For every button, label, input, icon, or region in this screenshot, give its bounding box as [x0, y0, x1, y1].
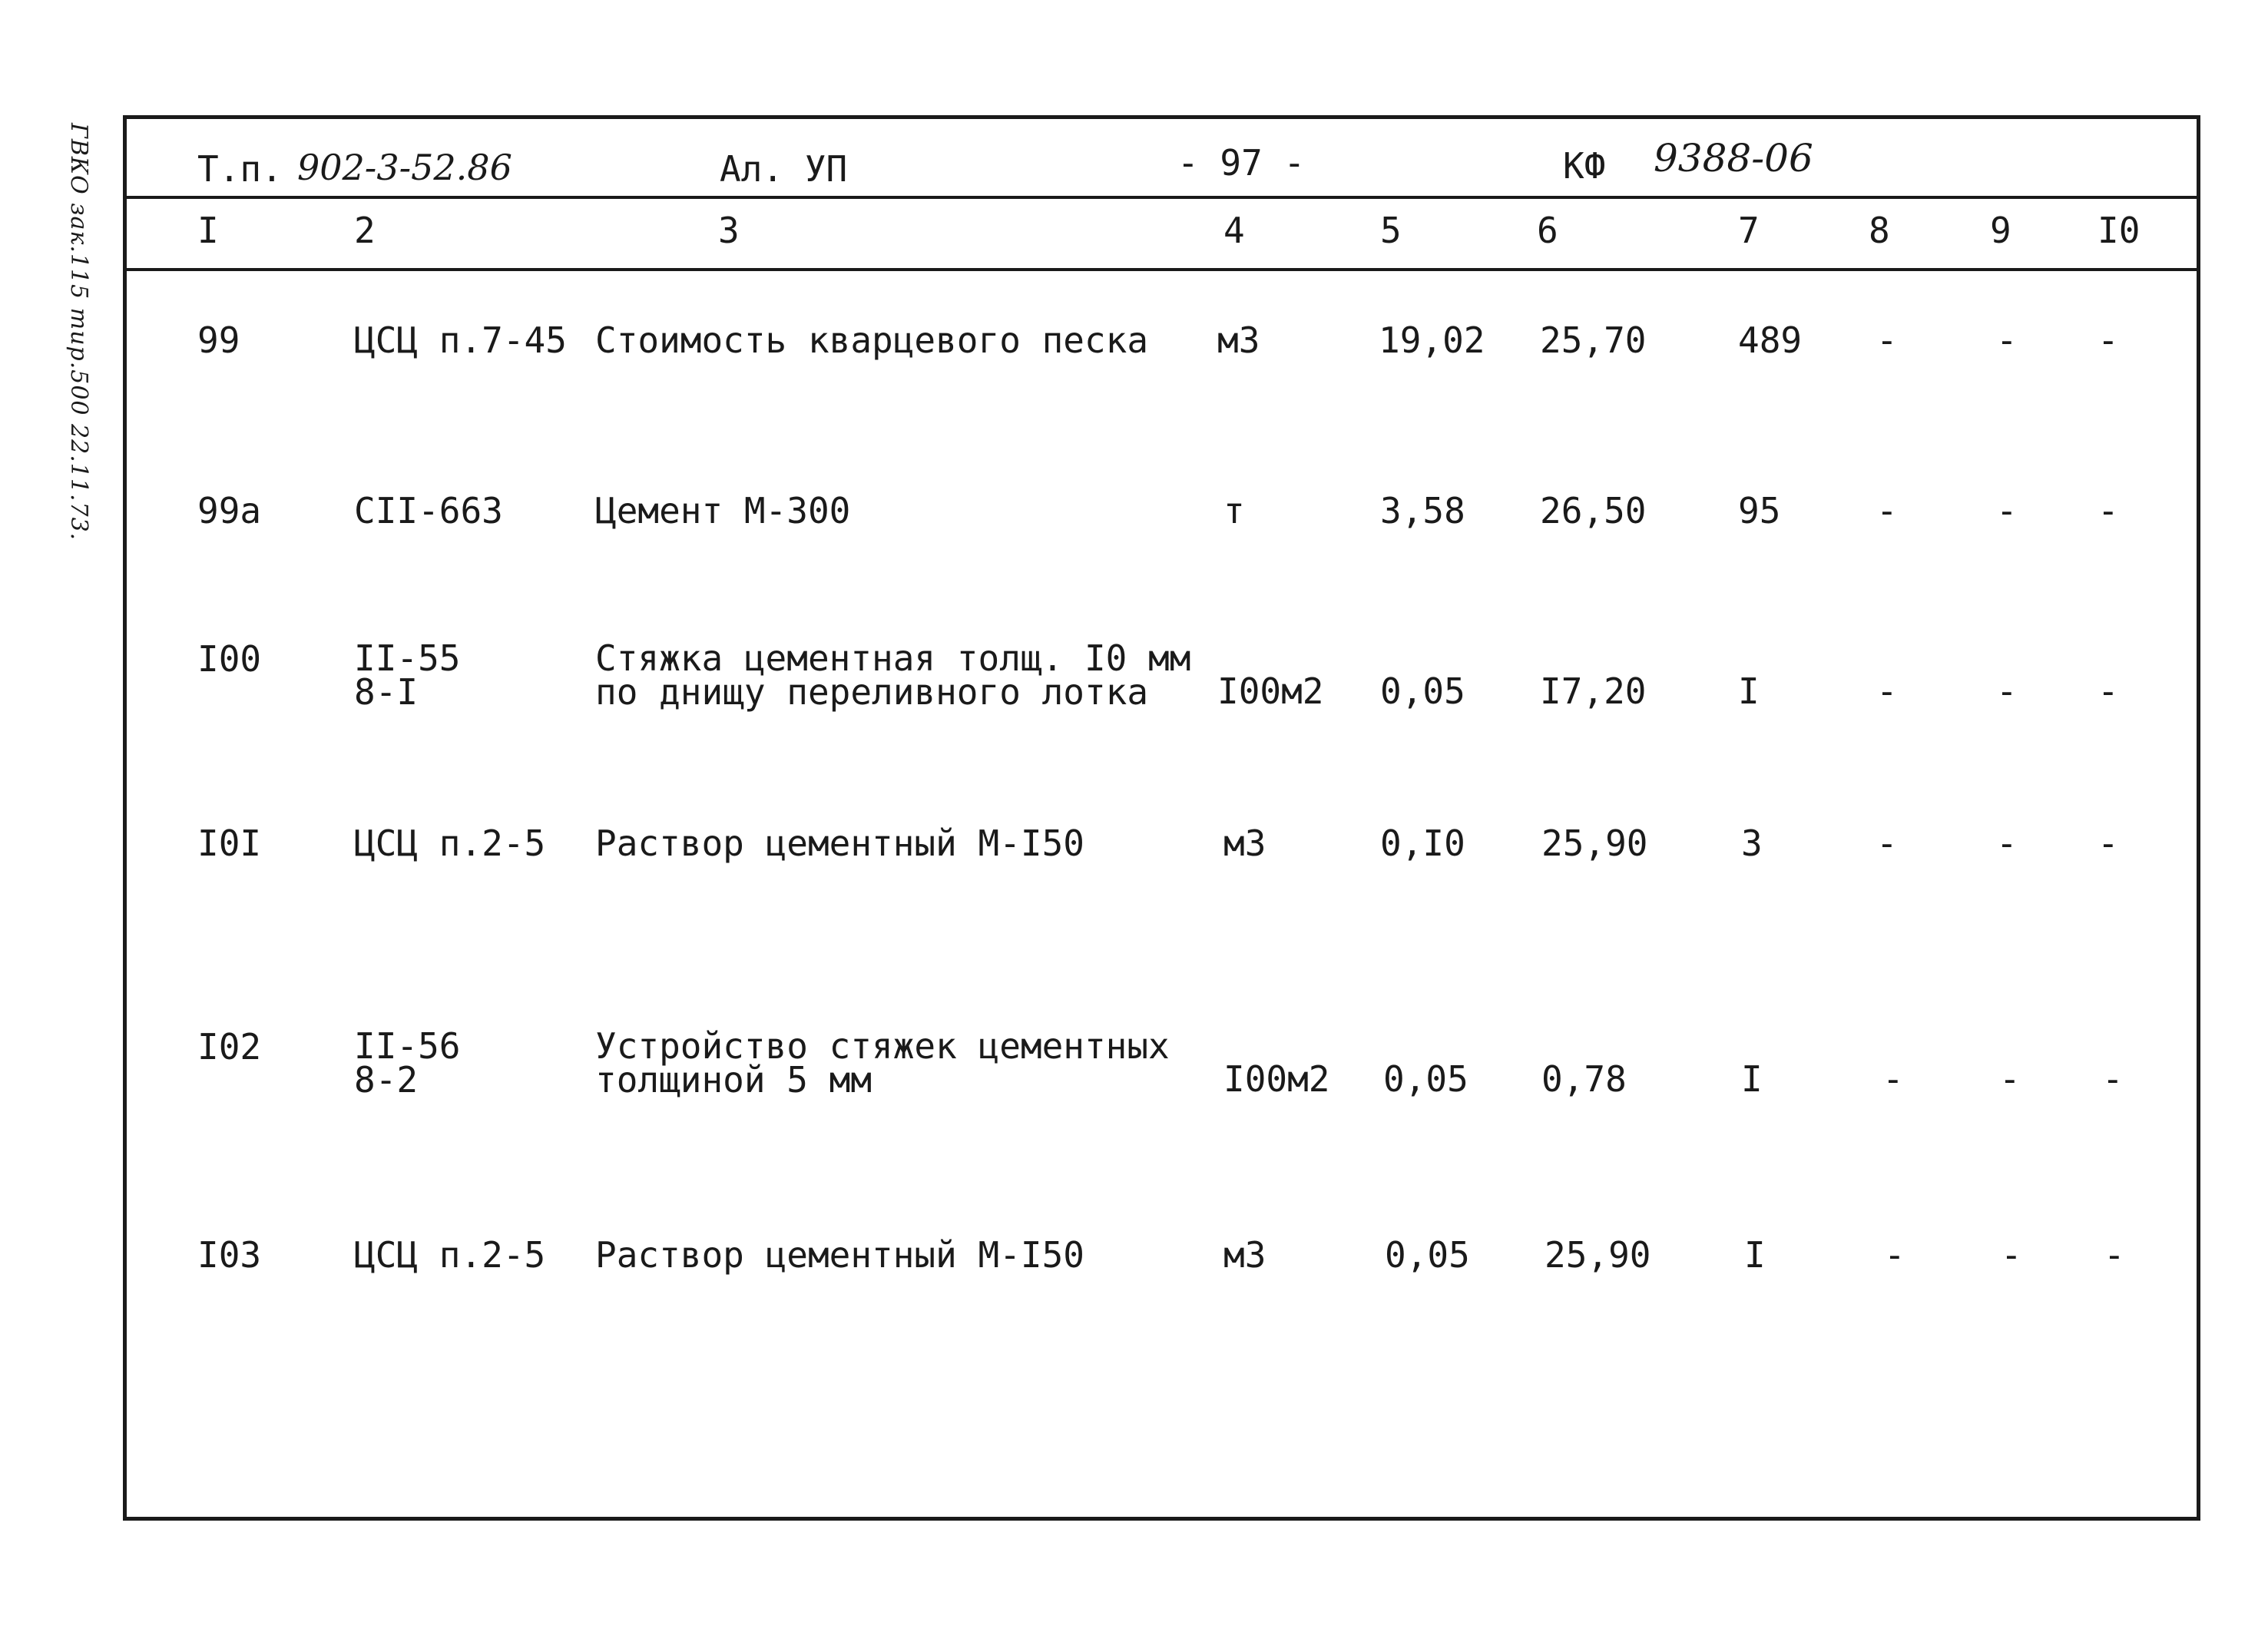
- row-number: 99: [197, 319, 240, 361]
- col-8-header: 8: [1869, 210, 1890, 251]
- row-unit: I00м2: [1217, 670, 1324, 712]
- column-header-divider: [127, 268, 2197, 271]
- row-col8: -: [1884, 1234, 1905, 1276]
- row-unit: м3: [1223, 823, 1266, 864]
- row-quantity: 0,05: [1385, 1234, 1470, 1276]
- row-description: Раствор цементный М-I50: [595, 1234, 1084, 1276]
- col-6-header: 6: [1537, 210, 1558, 251]
- row-price: I7,20: [1540, 670, 1647, 712]
- row-unit: м3: [1217, 319, 1260, 361]
- row-description: Стоимость кварцевого песка: [595, 319, 1149, 361]
- project-label: Т.п.: [197, 148, 283, 190]
- row-col8: -: [1876, 319, 1898, 361]
- row-code-line1: II-56: [354, 1025, 461, 1067]
- doc-number: 9388-06: [1654, 136, 1813, 180]
- row-price: 26,50: [1540, 490, 1647, 531]
- row-description-line2: по днищу переливного лотка: [595, 671, 1149, 713]
- document-frame: [123, 115, 2200, 1521]
- row-number: I00: [197, 638, 262, 680]
- row-total: 95: [1738, 490, 1781, 531]
- album-label: Ал. УП: [720, 148, 848, 190]
- row-col10: -: [2097, 490, 2119, 531]
- row-col9: -: [2001, 1234, 2022, 1276]
- row-price: 25,90: [1545, 1234, 1651, 1276]
- row-quantity: 0,I0: [1380, 823, 1465, 864]
- col-9-header: 9: [1990, 210, 2011, 251]
- project-code: 902-3-52.86: [297, 147, 512, 188]
- row-description-line1: Стяжка цементная толщ. I0 мм: [595, 637, 1191, 679]
- row-total: I: [1741, 1058, 1763, 1100]
- row-number: 99а: [197, 490, 262, 531]
- row-number: I03: [197, 1234, 262, 1276]
- row-total: I: [1738, 670, 1760, 712]
- row-unit: м3: [1223, 1234, 1266, 1276]
- row-total: 489: [1738, 319, 1803, 361]
- row-col9: -: [1996, 319, 2018, 361]
- row-total: I: [1744, 1234, 1766, 1276]
- row-code: СII-663: [354, 490, 503, 531]
- row-code: ЦСЦ п.2-5: [354, 1234, 546, 1276]
- row-total: 3: [1741, 823, 1763, 864]
- row-quantity: 0,05: [1383, 1058, 1468, 1100]
- row-price: 0,78: [1541, 1058, 1627, 1100]
- row-col9: -: [1996, 823, 2018, 864]
- row-col8: -: [1876, 670, 1898, 712]
- row-description-line1: Устройство стяжек цементных: [595, 1025, 1170, 1067]
- row-code-line2: 8-I: [354, 671, 419, 713]
- col-5-header: 5: [1380, 210, 1402, 251]
- row-col8: -: [1882, 1058, 1904, 1100]
- col-10-header: I0: [2097, 210, 2141, 251]
- col-2-header: 2: [354, 210, 376, 251]
- row-description-line2: толщиной 5 мм: [595, 1059, 872, 1101]
- col-1-header: I: [197, 210, 219, 251]
- row-col9: -: [1996, 490, 2018, 531]
- row-description: Раствор цементный М-I50: [595, 823, 1084, 864]
- row-col10: -: [2097, 319, 2119, 361]
- row-unit: т: [1223, 490, 1245, 531]
- row-code-line2: 8-2: [354, 1059, 419, 1101]
- row-col10: -: [2097, 670, 2119, 712]
- doc-prefix: КФ: [1563, 145, 1606, 187]
- row-col8: -: [1876, 490, 1898, 531]
- col-4-header: 4: [1223, 210, 1245, 251]
- row-col8: -: [1876, 823, 1898, 864]
- row-code: ЦСЦ п.7-45: [354, 319, 567, 361]
- row-quantity: 3,58: [1380, 490, 1465, 531]
- row-price: 25,70: [1540, 319, 1647, 361]
- row-number: I02: [197, 1026, 262, 1068]
- row-col9: -: [1996, 670, 2018, 712]
- row-quantity: 19,02: [1379, 319, 1485, 361]
- row-col10: -: [2097, 823, 2119, 864]
- row-col10: -: [2104, 1234, 2125, 1276]
- row-code-line1: II-55: [354, 637, 461, 679]
- row-quantity: 0,05: [1380, 670, 1465, 712]
- row-col9: -: [1999, 1058, 2021, 1100]
- row-number: I0I: [197, 823, 262, 864]
- row-description: Цемент М-300: [595, 490, 851, 531]
- page-number: - 97 -: [1177, 142, 1306, 184]
- col-3-header: 3: [718, 210, 740, 251]
- col-7-header: 7: [1738, 210, 1760, 251]
- row-col10: -: [2102, 1058, 2124, 1100]
- header-divider: [127, 196, 2197, 199]
- side-imprint: [60, 123, 106, 553]
- row-unit: I00м2: [1223, 1058, 1330, 1100]
- side-imprint-text: ГВКО зак.115 тир.500 22.11.73.: [65, 123, 92, 541]
- row-code: ЦСЦ п.2-5: [354, 823, 546, 864]
- row-price: 25,90: [1541, 823, 1648, 864]
